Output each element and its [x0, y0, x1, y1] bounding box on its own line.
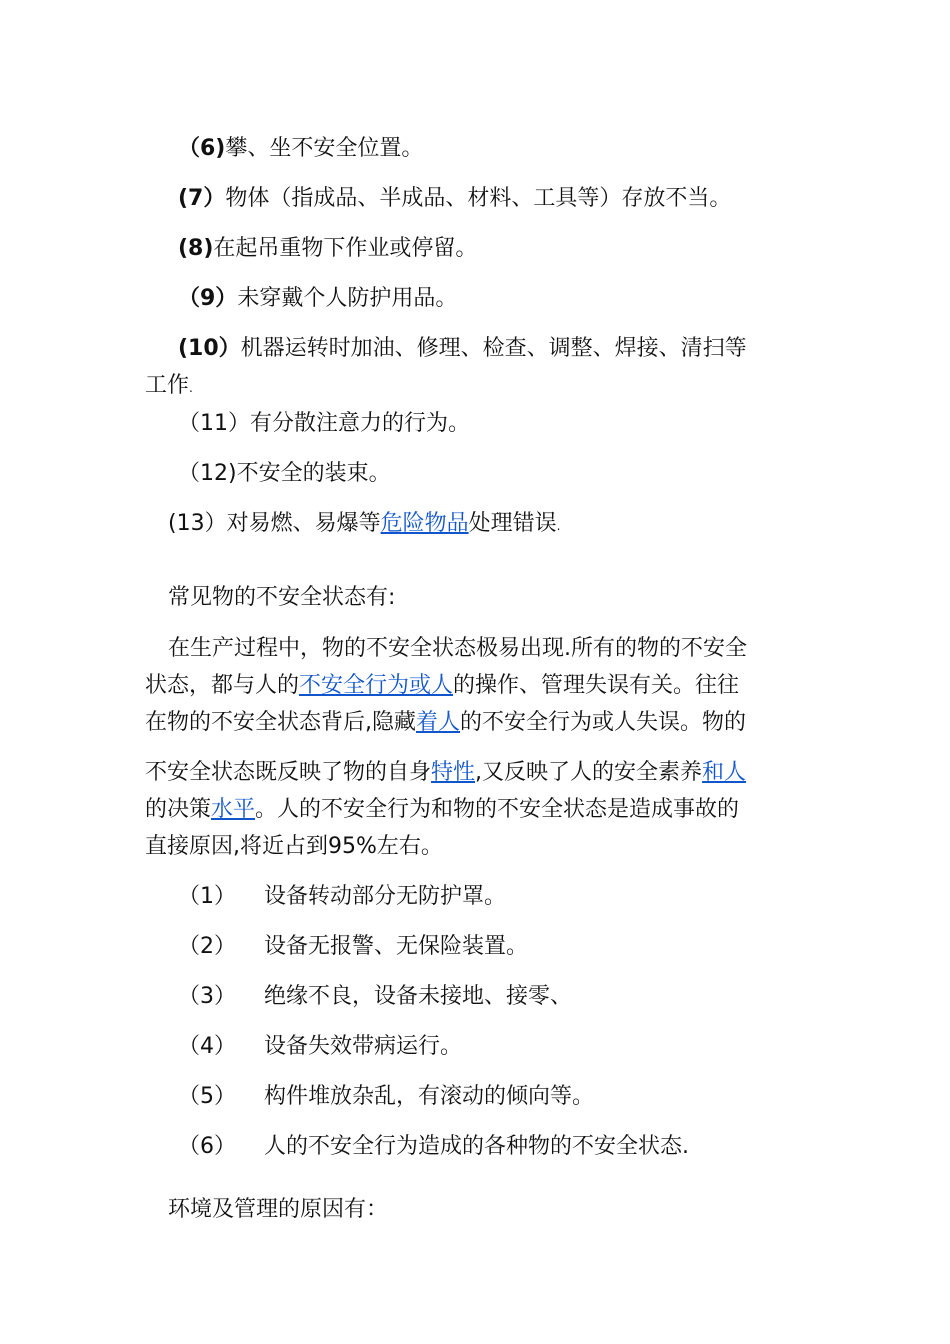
item-text: 物体（指成品、半成品、材料、工具等）存放不当。 [225, 186, 732, 211]
section-heading: 环境及管理的原因有： [168, 1197, 389, 1222]
paragraph-line: 直接原因,将近占到95%左右。 [145, 834, 443, 859]
list-item [178, 181, 731, 216]
paragraph-line: 在生产过程中，物的不安全状态极易出现.所有的物的不安全 [168, 636, 747, 661]
item-text: 不安全的装束。 [236, 461, 391, 486]
item-text: 设备失效带病运行。 [264, 1034, 463, 1059]
period-mark: . [556, 519, 561, 533]
item-number: （12) [178, 461, 237, 486]
item-number: (7） [178, 186, 226, 211]
list-item [178, 1029, 462, 1064]
list-item [178, 879, 506, 914]
item-number: （2） [178, 934, 236, 959]
item-text: 机器运转时加油、修理、检查、调整、焊接、清扫等 [240, 336, 747, 361]
list-item [178, 131, 423, 166]
item-text: 未穿戴个人防护用品。 [237, 286, 458, 311]
list-item [178, 406, 470, 441]
list-item [178, 456, 391, 491]
paragraph-line: 不安全状态既反映了物的自身特性,又反映了人的安全素养和人 [145, 760, 747, 785]
paragraph-line: 在物的不安全状态背后,隐藏着人的不安全行为或人失误。物的 [145, 710, 747, 735]
list-item [178, 979, 572, 1014]
item-number: （5） [178, 1084, 236, 1109]
list-item [168, 506, 560, 544]
item-number: （3） [178, 984, 236, 1009]
link-dangerous-goods[interactable]: 危险物品 [380, 511, 469, 536]
item-text: 有分散注意力的行为。 [250, 411, 471, 436]
link-level[interactable]: 水平 [211, 797, 256, 822]
item-number: （6） [178, 1134, 236, 1159]
list-item-continuation [145, 368, 193, 406]
item-text: 构件堆放杂乱，有滚动的倾向等。 [264, 1084, 595, 1109]
link-characteristic[interactable]: 特性 [431, 760, 476, 785]
list-item [178, 231, 477, 266]
item-text: 在起吊重物下作业或停留。 [213, 236, 478, 261]
list-item [178, 1129, 689, 1164]
list-item [178, 331, 747, 366]
item-number: (10） [178, 336, 241, 361]
period-mark: . [189, 381, 193, 395]
link-unsafe-behavior[interactable]: 不安全行为 [299, 673, 410, 698]
item-text: 攀、坐不安全位置。 [225, 136, 424, 161]
link-and-person[interactable]: 和人 [702, 760, 747, 785]
item-number: （11） [178, 411, 250, 436]
item-number: (8) [178, 236, 214, 261]
link-person[interactable]: 着人 [416, 710, 461, 735]
item-number: （4） [178, 1034, 236, 1059]
list-item [178, 929, 528, 964]
item-text: 处理错误 [468, 511, 557, 536]
item-number: (13） [168, 511, 227, 536]
link-or-person[interactable]: 或人 [409, 673, 454, 698]
item-text: 绝缘不良，设备未接地、接零、 [264, 984, 573, 1009]
list-item [178, 1079, 594, 1114]
list-item [178, 281, 457, 316]
section-heading: 常见物的不安全状态有: [168, 585, 396, 610]
item-text: 工作 [145, 373, 190, 398]
item-text: 对易燃、易爆等 [226, 511, 381, 536]
item-number: （9） [178, 286, 238, 311]
item-text: 设备转动部分无防护罩。 [264, 884, 507, 909]
item-number: （6) [178, 136, 226, 161]
item-text: 设备无报警、无保险装置。 [264, 934, 529, 959]
paragraph-line: 的决策水平。人的不安全行为和物的不安全状态是造成事故的 [145, 797, 740, 822]
item-text: 人的不安全行为造成的各种物的不安全状态. [264, 1134, 689, 1159]
item-number: （1） [178, 884, 236, 909]
paragraph-line: 状态，都与人的不安全行为或人的操作、管理失误有关。往往 [145, 673, 740, 698]
